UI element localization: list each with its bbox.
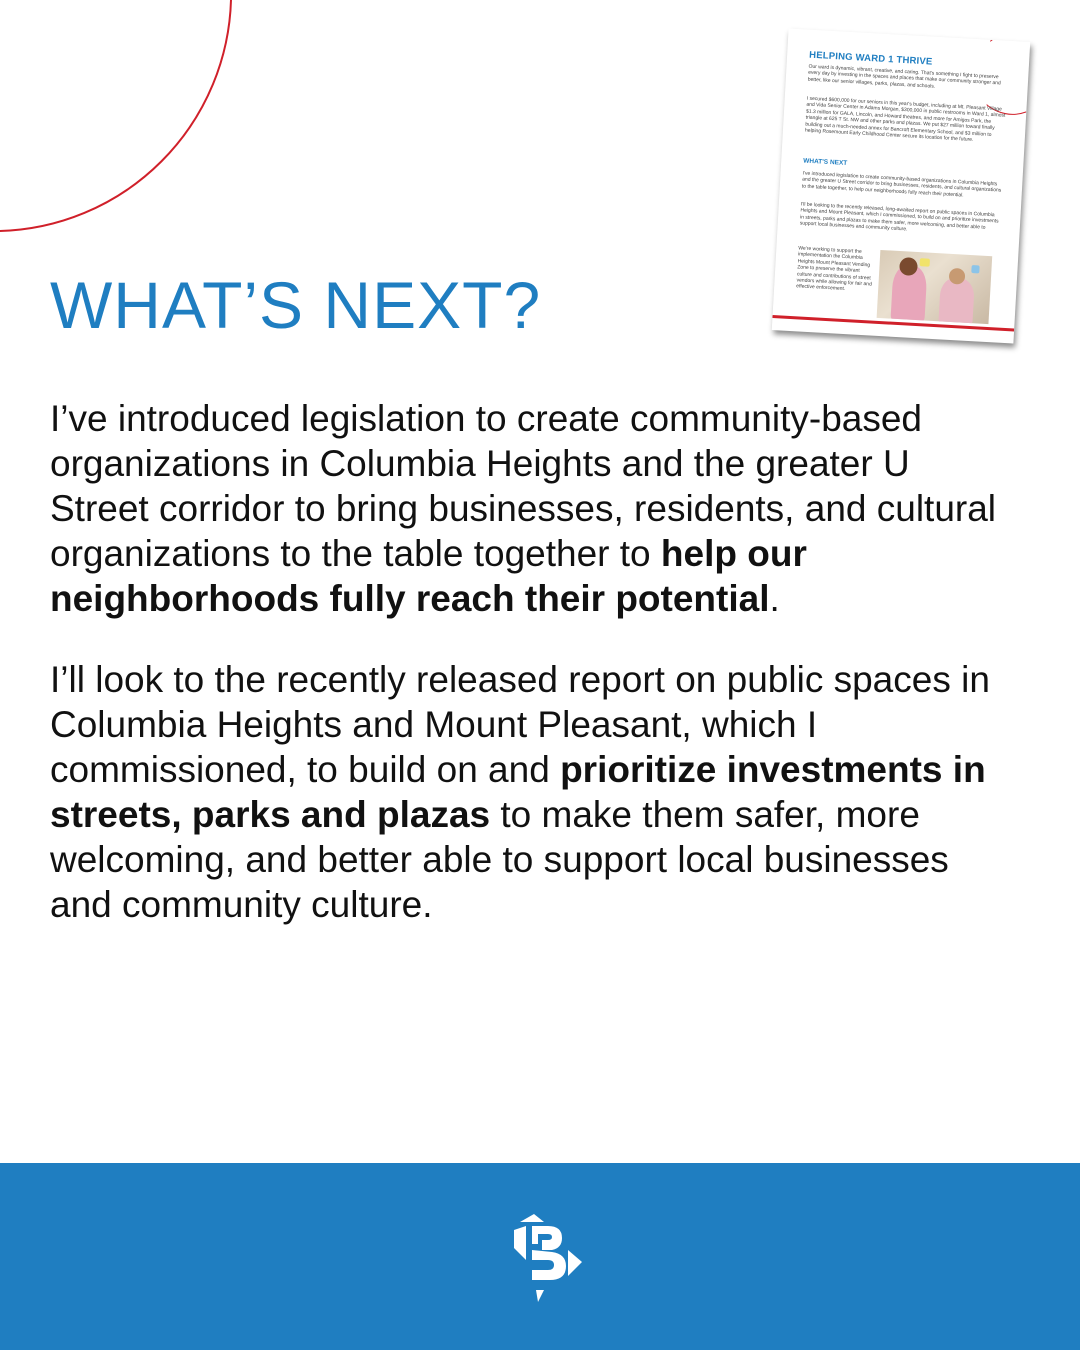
photo-figure [920, 258, 930, 267]
doc-vending: We're working to support the implementation the Columbia Heights Mount Pleasant Vending Zone to preserve the vibrant culture and contributions of street vendors while allowing for fair and effective enforcement. [796, 245, 872, 293]
doc-next-2: I'll be looking to the recently released, long-awaited report on public spaces in Columbia Heights and Mount Pleasant, which I commissioned, to build on and prioritize investments in streets, parks and plazas to make them safer, more welcoming, and better able to support local businesses and community culture. [799, 201, 999, 233]
paragraph-text: . [769, 578, 780, 619]
doc-intro: Our ward is dynamic, vibrant, creative, and caring. That's something I fight to preserve every day by investing in the spaces and places that make our community stronger and better, like our senior villages, parks, plazas, and schools. [807, 63, 1001, 90]
paragraph-text: I’ve introduced legislation to create community-based organizations in Columbia Heights and the greater U Street corridor to bring businesses, residents, and cultural organizations to the table together to [50, 398, 997, 574]
doc-budget: I secured $600,000 for our seniors in this year's budget, including at Mt. Pleasant Village and Vida Senior Center in Adams Morgan, $300,000 in public restrooms in Ward 1, almost $1.3 million for GALA, Lincoln, and Howard theatres, and more for Amigos Park, the triangle at 625 T St. NW and other parks and plazas. We put $27 million toward finally building out a much-needed annex for Bancroft Elementary School, and $3 million to helping Rosemount Early Childhood Center secure its location for the future. [804, 95, 1006, 143]
photo-figure [971, 265, 979, 273]
paragraph-legislation [50, 396, 1010, 621]
paragraph-bold-text: prioritize investments in streets, parks and plazas [50, 749, 986, 835]
doc-title: HELPING WARD 1 THRIVE [808, 49, 933, 68]
photo-figure [938, 277, 975, 324]
paragraph-text: I’ll look to the recently released report on public spaces in Columbia Heights and Mount Pleasant, which I commissioned, to build on and [50, 659, 990, 790]
b-logo-icon [496, 1210, 586, 1310]
body-text [50, 396, 1010, 963]
decorative-red-arc [0, 0, 240, 240]
page-title: WHAT’S NEXT? [50, 268, 542, 342]
paragraph-bold-text: help our neighborhoods fully reach their potential [50, 533, 807, 619]
document-thumbnail [772, 28, 1030, 343]
doc-next-1: I've introduced legislation to create community-based organizations in Columbia Heights and the greater U Street corridor to bring businesses, residents, and cultural organizations to the table together, to help our neighborhoods fully reach their potential. [801, 170, 1002, 199]
paragraph-public-spaces [50, 657, 1010, 927]
doc-photo [877, 250, 993, 324]
paragraph-text: to make them safer, more welcoming, and better able to support local businesses and community culture. [50, 794, 949, 925]
doc-subheading: WHAT'S NEXT [803, 157, 848, 167]
